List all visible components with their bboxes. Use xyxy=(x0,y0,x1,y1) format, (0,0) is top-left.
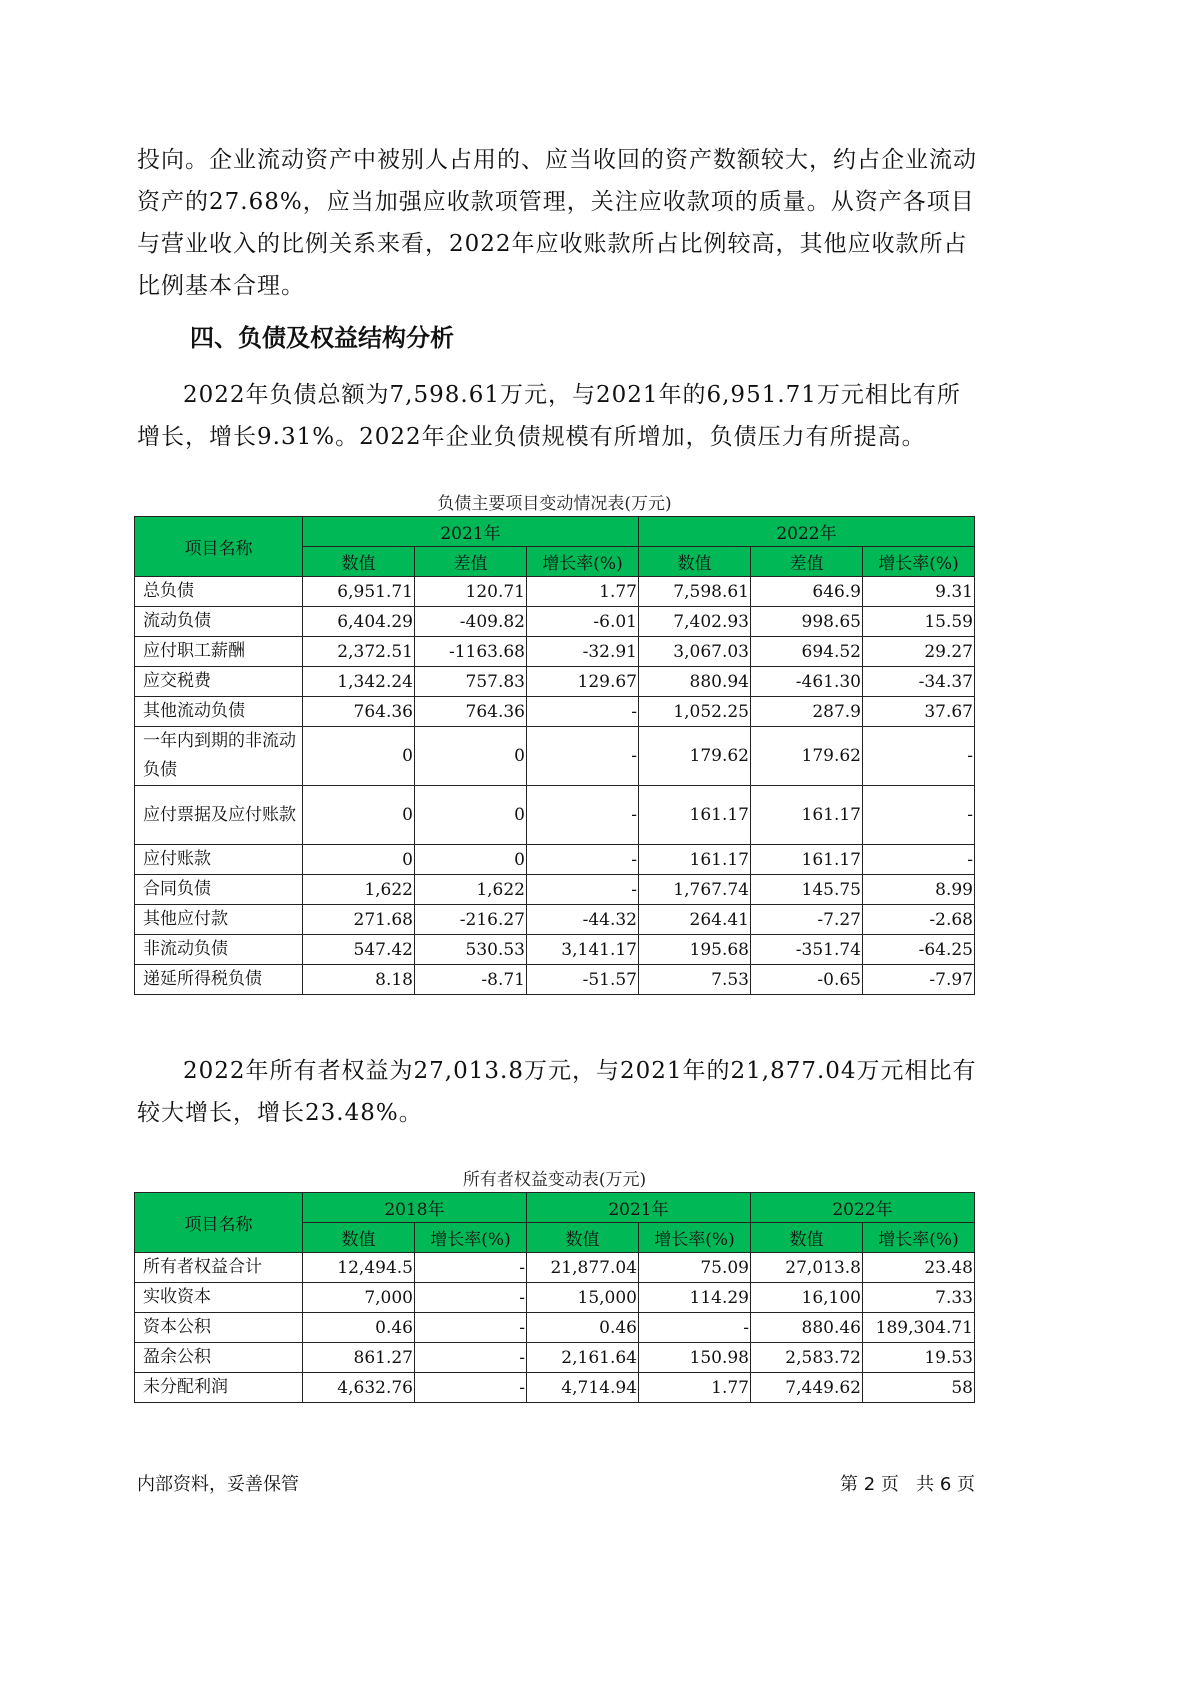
row-label: 合同负债 xyxy=(135,875,303,905)
value-cell: 530.53 xyxy=(415,935,527,965)
value-cell: -32.91 xyxy=(527,637,639,667)
subheader-cell: 数值 xyxy=(303,547,415,577)
table1-caption: 负债主要项目变动情况表(万元) xyxy=(437,494,672,514)
value-cell: 880.94 xyxy=(639,667,751,697)
table-row xyxy=(135,845,975,875)
value-cell: 0 xyxy=(303,845,415,875)
value-cell: -7.97 xyxy=(863,965,975,995)
value-cell: - xyxy=(415,1373,527,1403)
value-cell: - xyxy=(415,1283,527,1313)
value-cell: 23.48 xyxy=(863,1253,975,1283)
value-cell: -34.37 xyxy=(863,667,975,697)
table-row xyxy=(135,965,975,995)
row-label: 所有者权益合计 xyxy=(135,1253,303,1283)
value-cell: 161.17 xyxy=(639,786,751,845)
value-cell: 179.62 xyxy=(751,727,863,786)
paragraph-equity: 2022年所有者权益为27,013.8万元，与2021年的21,877.04万元相比有较大增长，增长23.48%。 xyxy=(137,1058,977,1126)
value-cell: 29.27 xyxy=(863,637,975,667)
row-label: 应付账款 xyxy=(135,845,303,875)
value-cell: 1.77 xyxy=(527,577,639,607)
row-label: 资本公积 xyxy=(135,1313,303,1343)
row-label: 实收资本 xyxy=(135,1283,303,1313)
row-label: 递延所得税负债 xyxy=(135,965,303,995)
value-cell: 1,052.25 xyxy=(639,697,751,727)
header-item-name: 项目名称 xyxy=(135,517,303,577)
value-cell: - xyxy=(415,1313,527,1343)
table-row xyxy=(135,667,975,697)
value-cell: -8.71 xyxy=(415,965,527,995)
value-cell: - xyxy=(527,786,639,845)
value-cell: 0 xyxy=(415,786,527,845)
row-label: 应交税费 xyxy=(135,667,303,697)
value-cell: 75.09 xyxy=(639,1253,751,1283)
value-cell: 1,622 xyxy=(415,875,527,905)
row-label: 盈余公积 xyxy=(135,1343,303,1373)
value-cell: 764.36 xyxy=(415,697,527,727)
value-cell: 8.99 xyxy=(863,875,975,905)
value-cell: -51.57 xyxy=(527,965,639,995)
value-cell: -64.25 xyxy=(863,935,975,965)
equity-table xyxy=(134,1192,975,1403)
footer-confidential: 内部资料，妥善保管 xyxy=(137,1474,299,1495)
value-cell: 646.9 xyxy=(751,577,863,607)
row-label: 总负债 xyxy=(135,577,303,607)
value-cell: 195.68 xyxy=(639,935,751,965)
section-heading: 四、负债及权益结构分析 xyxy=(190,324,454,352)
table-row xyxy=(135,577,975,607)
value-cell: - xyxy=(863,727,975,786)
value-cell: 6,951.71 xyxy=(303,577,415,607)
value-cell: 7,598.61 xyxy=(639,577,751,607)
value-cell: 1,767.74 xyxy=(639,875,751,905)
table-row xyxy=(135,786,975,845)
value-cell: -2.68 xyxy=(863,905,975,935)
value-cell: 189,304.71 xyxy=(863,1313,975,1343)
value-cell: 8.18 xyxy=(303,965,415,995)
value-cell: 7.33 xyxy=(863,1283,975,1313)
value-cell: 0 xyxy=(415,845,527,875)
value-cell: 757.83 xyxy=(415,667,527,697)
subheader-cell: 差值 xyxy=(751,547,863,577)
value-cell: 58 xyxy=(863,1373,975,1403)
value-cell: 19.53 xyxy=(863,1343,975,1373)
subheader-cell: 增长率(%) xyxy=(639,1223,751,1253)
value-cell: 15.59 xyxy=(863,607,975,637)
value-cell: 287.9 xyxy=(751,697,863,727)
value-cell: - xyxy=(863,786,975,845)
value-cell: 264.41 xyxy=(639,905,751,935)
row-label: 一年内到期的非流动负债 xyxy=(135,727,303,786)
value-cell: 861.27 xyxy=(303,1343,415,1373)
row-label: 其他流动负债 xyxy=(135,697,303,727)
value-cell: - xyxy=(863,845,975,875)
value-cell: 694.52 xyxy=(751,637,863,667)
value-cell: 114.29 xyxy=(639,1283,751,1313)
value-cell: 1,342.24 xyxy=(303,667,415,697)
value-cell: 179.62 xyxy=(639,727,751,786)
value-cell: -7.27 xyxy=(751,905,863,935)
row-label: 非流动负债 xyxy=(135,935,303,965)
table-row xyxy=(135,1313,975,1343)
value-cell: 7,449.62 xyxy=(751,1373,863,1403)
value-cell: -1163.68 xyxy=(415,637,527,667)
value-cell: 2,372.51 xyxy=(303,637,415,667)
value-cell: 161.17 xyxy=(751,786,863,845)
value-cell: - xyxy=(527,697,639,727)
subheader-cell: 数值 xyxy=(639,547,751,577)
value-cell: - xyxy=(639,1313,751,1343)
value-cell: 0 xyxy=(303,786,415,845)
value-cell: 880.46 xyxy=(751,1313,863,1343)
row-label: 流动负债 xyxy=(135,607,303,637)
value-cell: 27,013.8 xyxy=(751,1253,863,1283)
value-cell: 0 xyxy=(303,727,415,786)
value-cell: 7,402.93 xyxy=(639,607,751,637)
value-cell: 16,100 xyxy=(751,1283,863,1313)
value-cell: 3,067.03 xyxy=(639,637,751,667)
value-cell: -461.30 xyxy=(751,667,863,697)
value-cell: - xyxy=(527,875,639,905)
value-cell: 271.68 xyxy=(303,905,415,935)
value-cell: 0 xyxy=(415,727,527,786)
value-cell: 998.65 xyxy=(751,607,863,637)
header-year: 2021年 xyxy=(527,1193,751,1223)
value-cell: - xyxy=(527,727,639,786)
value-cell: 12,494.5 xyxy=(303,1253,415,1283)
table-row xyxy=(135,1343,975,1373)
liabilities-table xyxy=(134,516,975,995)
value-cell: 2,161.64 xyxy=(527,1343,639,1373)
value-cell: -44.32 xyxy=(527,905,639,935)
table-row xyxy=(135,1283,975,1313)
value-cell: - xyxy=(527,845,639,875)
value-cell: 4,714.94 xyxy=(527,1373,639,1403)
row-label: 其他应付款 xyxy=(135,905,303,935)
value-cell: 1,622 xyxy=(303,875,415,905)
value-cell: 15,000 xyxy=(527,1283,639,1313)
subheader-cell: 数值 xyxy=(751,1223,863,1253)
value-cell: 2,583.72 xyxy=(751,1343,863,1373)
paragraph-receivables: 投向。企业流动资产中被别人占用的、应当收回的资产数额较大，约占企业流动资产的27.68%，应当加强应收款项管理，关注应收款项的质量。从资产各项目与营业收入的比例关系来看，2022年应收账款所占比例较高，其他应收款所占比例基本合理。 xyxy=(137,147,977,299)
value-cell: 0.46 xyxy=(527,1313,639,1343)
subheader-cell: 增长率(%) xyxy=(527,547,639,577)
table2-caption: 所有者权益变动表(万元) xyxy=(462,1170,647,1190)
table-row xyxy=(135,727,975,786)
row-label: 未分配利润 xyxy=(135,1373,303,1403)
paragraph-liabilities: 2022年负债总额为7,598.61万元，与2021年的6,951.71万元相比有所增长，增长9.31%。2022年企业负债规模有所增加，负债压力有所提高。 xyxy=(137,382,961,450)
value-cell: 129.67 xyxy=(527,667,639,697)
value-cell: 161.17 xyxy=(639,845,751,875)
row-label: 应付票据及应付账款 xyxy=(135,786,303,845)
header-year: 2018年 xyxy=(303,1193,527,1223)
value-cell: 21,877.04 xyxy=(527,1253,639,1283)
table-row xyxy=(135,1253,975,1283)
table-row xyxy=(135,935,975,965)
subheader-cell: 差值 xyxy=(415,547,527,577)
value-cell: -351.74 xyxy=(751,935,863,965)
footer-page-number: 第 2 页 共 6 页 xyxy=(840,1474,975,1495)
row-label: 应付职工薪酬 xyxy=(135,637,303,667)
value-cell: 4,632.76 xyxy=(303,1373,415,1403)
value-cell: -409.82 xyxy=(415,607,527,637)
header-year: 2022年 xyxy=(639,517,975,547)
value-cell: 145.75 xyxy=(751,875,863,905)
value-cell: 0.46 xyxy=(303,1313,415,1343)
table-row xyxy=(135,607,975,637)
value-cell: - xyxy=(415,1343,527,1373)
table-row xyxy=(135,875,975,905)
value-cell: 6,404.29 xyxy=(303,607,415,637)
header-year: 2021年 xyxy=(303,517,639,547)
value-cell: 3,141.17 xyxy=(527,935,639,965)
value-cell: 150.98 xyxy=(639,1343,751,1373)
value-cell: -0.65 xyxy=(751,965,863,995)
table-row xyxy=(135,905,975,935)
value-cell: 120.71 xyxy=(415,577,527,607)
value-cell: - xyxy=(415,1253,527,1283)
table-row xyxy=(135,637,975,667)
value-cell: 547.42 xyxy=(303,935,415,965)
subheader-cell: 数值 xyxy=(303,1223,415,1253)
subheader-cell: 增长率(%) xyxy=(863,547,975,577)
value-cell: 7.53 xyxy=(639,965,751,995)
table-row xyxy=(135,697,975,727)
subheader-cell: 增长率(%) xyxy=(415,1223,527,1253)
subheader-cell: 增长率(%) xyxy=(863,1223,975,1253)
header-year: 2022年 xyxy=(751,1193,975,1223)
table-row xyxy=(135,1373,975,1403)
value-cell: 37.67 xyxy=(863,697,975,727)
value-cell: -216.27 xyxy=(415,905,527,935)
subheader-cell: 数值 xyxy=(527,1223,639,1253)
value-cell: 7,000 xyxy=(303,1283,415,1313)
value-cell: 9.31 xyxy=(863,577,975,607)
value-cell: 1.77 xyxy=(639,1373,751,1403)
header-item-name: 项目名称 xyxy=(135,1193,303,1253)
value-cell: 764.36 xyxy=(303,697,415,727)
value-cell: -6.01 xyxy=(527,607,639,637)
value-cell: 161.17 xyxy=(751,845,863,875)
